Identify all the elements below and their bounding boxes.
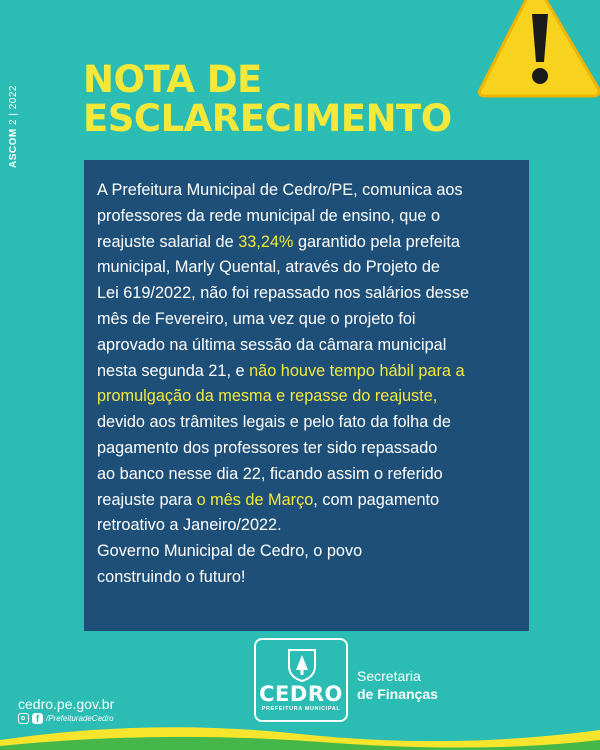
- statement-text-segment: Governo Municipal de Cedro, o povo: [97, 542, 363, 561]
- facebook-icon[interactable]: f: [32, 713, 43, 724]
- highlighted-text: não houve tempo hábil para a: [249, 361, 465, 380]
- statement-line: [97, 281, 529, 307]
- highlighted-text: o mês de Março: [196, 490, 314, 509]
- secretaria-line-1: Secretaria: [357, 668, 421, 684]
- statement-line: [97, 307, 529, 333]
- statement-line: [97, 488, 529, 514]
- crest-icon: [286, 646, 318, 682]
- statement-text-segment: mês de Fevereiro, uma vez que o projeto foi: [97, 309, 416, 328]
- statement-line: [97, 255, 529, 281]
- statement-box: [84, 160, 529, 631]
- statement-text-segment: municipal, Marly Quental, através do Projeto de: [97, 258, 440, 277]
- logo-name: CEDRO: [259, 682, 343, 706]
- statement-text-segment: nesta segunda 21, e: [97, 361, 250, 380]
- statement-text-segment: garantido pela prefeita: [293, 232, 460, 251]
- statement-line: [97, 204, 529, 230]
- statement-line: [97, 539, 529, 565]
- secretaria-label: [357, 667, 438, 703]
- highlighted-text: promulgação da mesma e repasse do reajuste,: [97, 387, 438, 406]
- statement-line: [97, 436, 529, 462]
- instagram-icon[interactable]: [18, 713, 29, 724]
- statement-text-segment: devido aos trâmites legais e pelo fato da folha de: [97, 413, 451, 432]
- statement-text-segment: retroativo a Janeiro/2022.: [97, 516, 282, 535]
- statement-line: [97, 410, 529, 436]
- cedro-logo: [254, 638, 348, 722]
- title-line-1: NOTA DE: [83, 58, 262, 101]
- ascom-label: ASCOM: [8, 128, 19, 168]
- title-line-2: ESCLARECIMENTO: [83, 97, 452, 140]
- statement-text-segment: Lei 619/2022, não foi repassado nos salários desse: [97, 284, 470, 303]
- statement-text-segment: reajuste para: [97, 490, 197, 509]
- statement-line: [97, 333, 529, 359]
- statement-line: [97, 565, 529, 591]
- statement-text-segment: construindo o futuro!: [97, 567, 246, 586]
- statement-text-segment: aprovado na última sessão da câmara municipal: [97, 335, 447, 354]
- warning-icon: [470, 0, 600, 100]
- page-title: [83, 60, 452, 138]
- ascom-credit: [8, 58, 24, 168]
- statement-line: [97, 384, 529, 410]
- statement-text-segment: ao banco nesse dia 22, ficando assim o referido: [97, 464, 443, 483]
- footer-band: [0, 724, 600, 750]
- statement-line: [97, 230, 529, 256]
- statement-text: [97, 178, 529, 591]
- statement-line: [97, 178, 529, 204]
- secretaria-line-2: de Finanças: [357, 686, 438, 702]
- social-links: [18, 713, 114, 724]
- statement-text-segment: pagamento dos professores ter sido repassado: [97, 438, 438, 457]
- statement-line: [97, 359, 529, 385]
- logo-subtitle: PREFEITURA MUNICIPAL: [261, 706, 341, 712]
- statement-text-segment: A Prefeitura Municipal de Cedro/PE, comunica aos: [97, 181, 463, 199]
- ascom-year: 2 | 2022: [8, 85, 19, 125]
- statement-line: [97, 513, 529, 539]
- website-url[interactable]: cedro.pe.gov.br: [18, 696, 115, 712]
- social-handle[interactable]: /PrefeituradeCedro: [46, 714, 114, 723]
- statement-text-segment: reajuste salarial de: [97, 232, 239, 251]
- statement-text-segment: , com pagamento: [313, 490, 440, 509]
- statement-text-segment: professores da rede municipal de ensino, que o: [97, 206, 441, 225]
- statement-line: [97, 462, 529, 488]
- highlighted-text: 33,24%: [238, 232, 294, 251]
